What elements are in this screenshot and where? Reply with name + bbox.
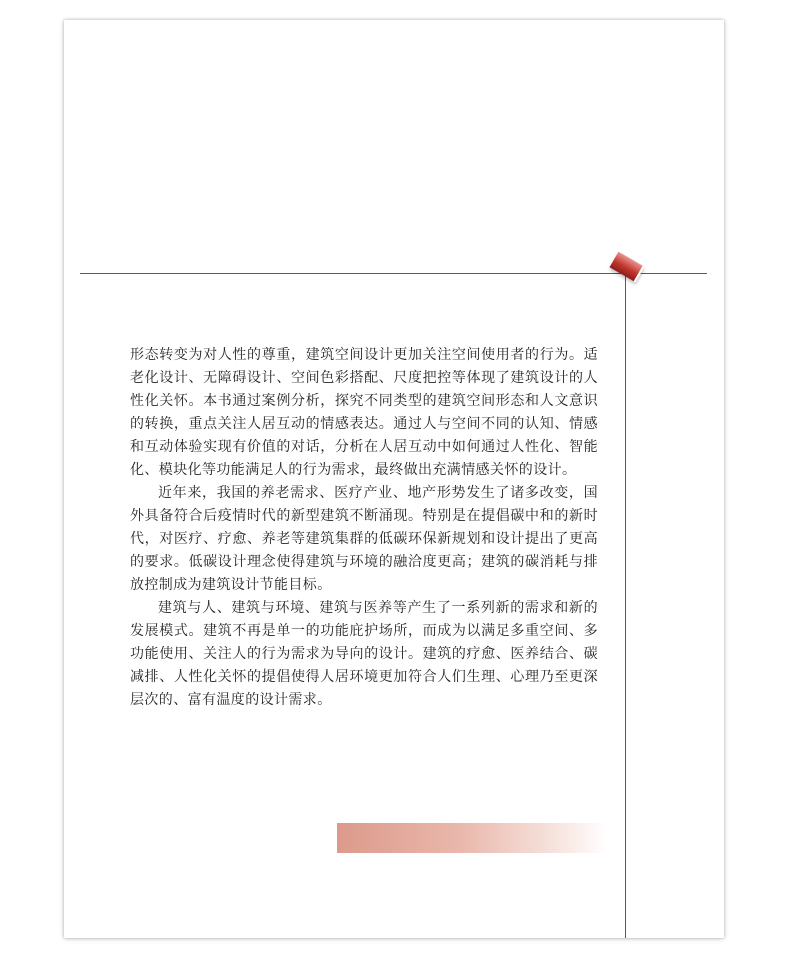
body-text <box>130 344 598 712</box>
paragraph-3: 建筑与人、建筑与环境、建筑与医养等产生了一系列新的需求和新的发展模式。建筑不再是单一的功能庇护场所，而成为以满足多重空间、多功能使用、关注人的行为需求为导向的设计。建筑的疗愈、医养结合、碳减排、人性化关怀的提倡使得人居环境更加符合人们生理、心理乃至更深层次的、富有温度的设计需求。 <box>130 600 598 708</box>
decorative-gradient-bar <box>337 823 607 853</box>
paragraph-2: 近年来，我国的养老需求、医疗产业、地产形势发生了诸多改变，国外具备符合后疫情时代的新型建筑不断涌现。特别是在提倡碳中和的新时代，对医疗、疗愈、养老等建筑集群的低碳环保新规划和设计提出了更高的要求。低碳设计理念使得建筑与环境的融洽度更高；建筑的碳消耗与排放控制成为建筑设计节能目标。 <box>130 485 598 593</box>
paragraph-1: 形态转变为对人性的尊重，建筑空间设计更加关注空间使用者的行为。适老化设计、无障碍设计、空间色彩搭配、尺度把控等体现了建筑设计的人性化关怀。本书通过案例分析，探究不同类型的建筑空间形态和人文意识的转换，重点关注人居互动的情感表达。通过人与空间不同的认知、情感和互动体验实现有价值的对话，分析在人居互动中如何通过人性化、智能化、模块化等功能满足人的行为需求，最终做出充满情感关怀的设计。 <box>130 347 598 478</box>
vertical-rule <box>625 273 626 938</box>
horizontal-rule <box>80 273 707 274</box>
